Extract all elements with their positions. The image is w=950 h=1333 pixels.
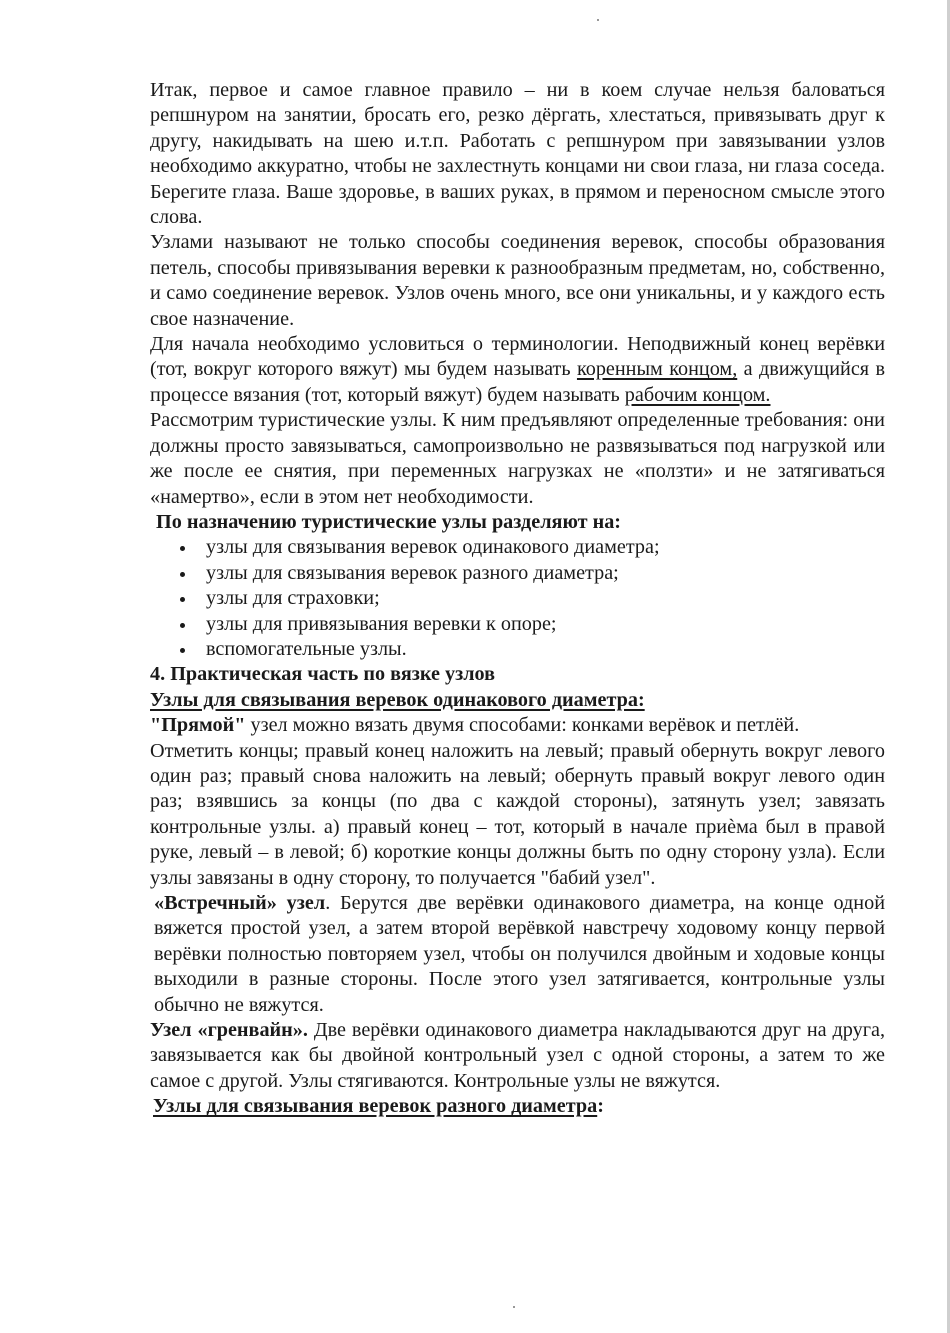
scan-speck: [597, 19, 599, 21]
list-item: узлы для связывания веревок разного диаметра;: [174, 561, 885, 586]
term-working-end: рабочим концом.: [624, 383, 771, 406]
list-item: узлы для страховки;: [174, 586, 885, 611]
subheading-different-diameter-text: Узлы для связывания веревок разного диаметра: [153, 1095, 598, 1118]
document-body: [150, 78, 885, 1120]
purpose-list: [150, 535, 885, 662]
paragraph-safety-rule: Итак, первое и самое главное правило – ни в коем случае нельзя баловаться репшнуром на занятии, бросать его, резко дёргать, хлестаться, привязывать друг к другу, накидывать на шею и.т.п. Работать с репшнуром при завязывании узлов необходимо аккуратно, чтобы не захлестнуть концами ни свои глаза, ни глаза соседа. Берегите глаза. Ваше здоровье, в ваших руках, в прямом и переносном смысле этого слова.: [150, 79, 885, 229]
paragraph-terminology: [150, 332, 885, 408]
bullet-icon: [180, 623, 185, 628]
terminology-text-mid: а движущийся в процессе вязания (тот, который вяжут) будем называть: [150, 358, 886, 406]
section-4-heading: 4. Практическая часть по вязке узлов: [150, 663, 496, 686]
bullet-icon: [180, 572, 185, 577]
list-item: вспомогательные узлы.: [174, 637, 885, 662]
counter-knot-name: «Встречный» узел: [154, 892, 326, 914]
bullet-icon: [180, 648, 185, 653]
subheading-colon: :: [597, 1095, 604, 1118]
grapevine-knot-name: Узел «гренвайн».: [150, 1019, 308, 1042]
subheading-same-diameter: Узлы для связывания веревок одинакового диаметра:: [150, 688, 645, 711]
straight-knot-intro: [150, 713, 885, 738]
straight-knot-intro-text: узел можно вязать двумя способами: конками верёвок и петлёй.: [245, 714, 800, 737]
paragraph-knot-definition: Узлами называют не только способы соединения веревок, способы образования петель, способы привязывания веревки к разнообразным предметам, но, собственно, и само соединение веревок. Узлов очень много, все они уникальны, и у каждого есть свое назначение.: [150, 231, 885, 330]
term-standing-end: коренным концом,: [576, 358, 738, 381]
counter-knot-text: . Берутся две верёвки одинакового диаметра, на конце одной вяжется простой узел, а затем второй верёвкой навстречу ходовому концу первой верёвки полностью повторяем узел, чтобы он получился двойным и ходовые концы выходили в разные стороны. После этого узел затягивается, контрольные узлы обычно не вяжутся.: [154, 892, 885, 1016]
terminology-text-start: Для начала необходимо условиться о терминологии. Неподвижный конец верёвки (тот, вокруг которого вяжут) мы будем называть: [150, 333, 885, 381]
bullet-icon: [180, 597, 185, 602]
counter-knot-paragraph: [150, 891, 885, 1018]
scan-speck: [513, 1306, 515, 1308]
grapevine-knot-paragraph: [150, 1018, 885, 1094]
paragraph-requirements: Рассмотрим туристические узлы. К ним предъявляют определенные требования: они должны просто завязываться, самопроизвольно не развязываться под нагрузкой или же после ее снятия, при переменных нагрузках не «ползти» и не затягиваться «намертво», если в этом нет необходимости.: [150, 409, 885, 508]
grapevine-knot-text: Две верёвки одинакового диаметра накладываются друг на друга, завязывается как бы двойной контрольный узел с одной стороны, а затем то же самое с другой. Узлы стягиваются. Контрольные узлы не вяжутся.: [150, 1019, 885, 1092]
subheading-different-diameter: [150, 1094, 885, 1119]
purpose-heading: По назначению туристические узлы разделяют на:: [156, 510, 622, 533]
list-item: узлы для связывания веревок одинакового диаметра;: [174, 535, 885, 560]
straight-knot-steps: Отметить концы; правый конец наложить на левый; правый обернуть вокруг левого один раз; правый снова наложить на левый; обернуть правый вокруг левого один раз; взявшись за концы (по два с каждой стороны), затянуть узел; завязать контрольные узлы. а) правый конец – тот, который в начале приѐма был в правой руке, левый – в левой; б) короткие концы должны быть по одну сторону узла). Если узлы завязаны в одну сторону, то получается "бабий узел".: [150, 739, 885, 889]
straight-knot-name: "Прямой": [150, 714, 246, 737]
bullet-icon: [180, 546, 185, 551]
list-item: узлы для привязывания веревки к опоре;: [174, 612, 885, 637]
